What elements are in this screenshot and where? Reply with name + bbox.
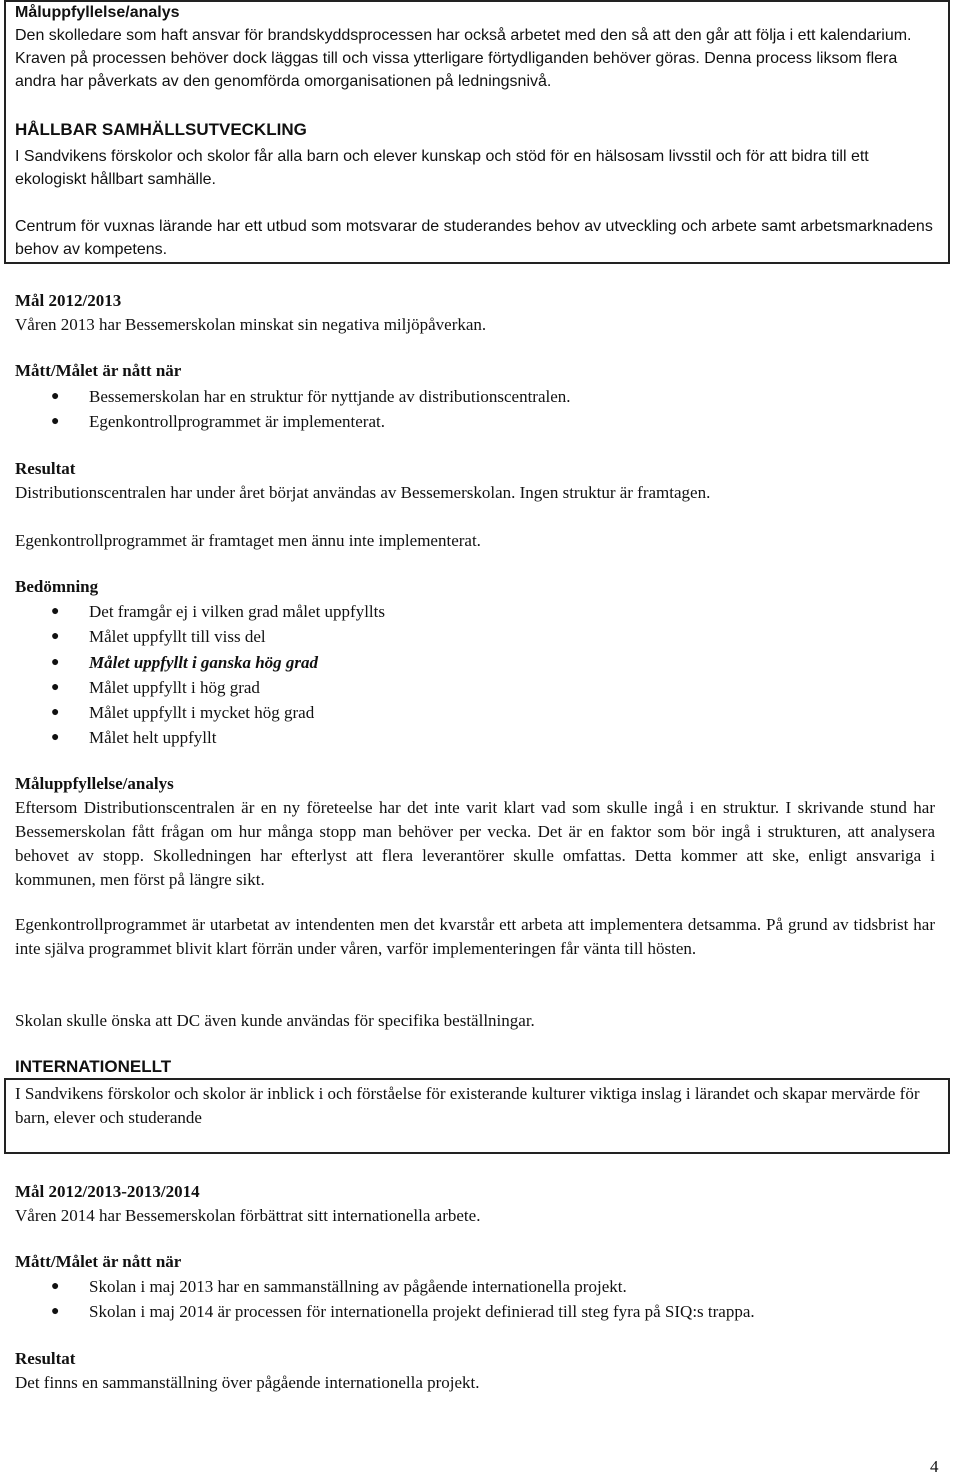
list-item: ● Målet helt uppfyllt (15, 725, 935, 750)
list-item: ● Skolan i maj 2014 är processen för internationella projekt definierad till steg fyra på SIQ:s trappa. (15, 1299, 935, 1324)
criteria-heading-2: Mått/Målet är nått när (15, 1252, 182, 1271)
result-paragraph-1: Distributionscentralen har under året börjat användas av Bessemerskolan. Ingen struktur är framtagen. (15, 483, 711, 502)
list-item: ● Egenkontrollprogrammet är implementerat. (15, 409, 935, 434)
criteria-list (15, 384, 935, 435)
bullet-icon: ● (51, 679, 60, 695)
bullet-icon: ● (51, 629, 60, 645)
goal-heading: Mål 2012/2013 (15, 291, 122, 310)
list-item: ● Målet uppfyllt i mycket hög grad (15, 700, 935, 725)
result-heading: Resultat (15, 459, 76, 478)
list-item: ● Målet uppfyllt i hög grad (15, 675, 935, 700)
sustainability-paragraph-2: Centrum för vuxnas lärande har ett utbud som motsvarar de studerandes behov av utveckling och arbete samt arbetsmarknadens behov av kompetens. (15, 218, 933, 258)
bullet-icon: ● (51, 730, 60, 746)
result-paragraph-3: Det finns en sammanställning över pågående internationella projekt. (15, 1373, 480, 1392)
analysis-paragraph-2c: Skolan skulle önska att DC även kunde användas för specifika beställningar. (15, 1011, 535, 1030)
analysis-paragraph-2b: Egenkontrollprogrammet är utarbetat av intendenten men det kvarstår ett arbeta att implementera detsamma. På grund av tidsbrist har inte själva programmet blivit klart förrän under våren, varför implementeringen får vänta till hösten. (15, 915, 935, 958)
result-paragraph-2: Egenkontrollprogrammet är framtaget men ännu inte implementerat. (15, 531, 481, 550)
sustainability-heading: HÅLLBAR SAMHÄLLSUTVECKLING (15, 120, 307, 139)
international-heading: INTERNATIONELLT (15, 1057, 172, 1076)
bullet-icon: ● (51, 604, 60, 619)
list-item (15, 650, 935, 675)
bullet-icon: ● (51, 389, 60, 404)
list-item: ● Det framgår ej i vilken grad målet uppfyllts (15, 599, 935, 624)
bullet-icon: ● (51, 1279, 60, 1294)
list-item: ● Bessemerskolan har en struktur för nyttjande av distributionscentralen. (15, 384, 935, 409)
goal-heading-2: Mål 2012/2013-2013/2014 (15, 1182, 200, 1201)
analysis-heading-2: Måluppfyllelse/analys (15, 774, 174, 793)
bullet-icon: ● (51, 1304, 60, 1320)
bullet-icon: ● (51, 654, 60, 670)
analysis-heading: Måluppfyllelse/analys (15, 4, 180, 21)
assessment-list (15, 599, 935, 751)
analysis-paragraph: Den skolledare som haft ansvar för brandskyddsprocessen har också arbetet med den så att den går att följa i ett kalendarium. Kraven på processen behöver dock läggas till och vissa ytterligare förtydliganden behöver göras. Denna process liksom flera andra har påverkats av den genomförda omorganisationen på ledningsnivå. (15, 27, 912, 90)
bullet-icon: ● (51, 705, 60, 721)
result-heading-2: Resultat (15, 1349, 76, 1368)
goal-text: Våren 2013 har Bessemerskolan minskat sin negativa miljöpåverkan. (15, 315, 487, 334)
page-number: 4 (930, 1457, 939, 1476)
sustainability-paragraph-1: I Sandvikens förskolor och skolor får alla barn och elever kunskap och stöd för en hälsosam livsstil och för att bidra till ett ekologiskt hållbart samhälle. (15, 148, 869, 188)
criteria-heading: Mått/Målet är nått när (15, 361, 182, 380)
assessment-heading: Bedömning (15, 577, 99, 596)
goal-text-2: Våren 2014 har Bessemerskolan förbättrat sitt internationella arbete. (15, 1206, 481, 1225)
bullet-icon: ● (51, 414, 60, 430)
list-item: ● Målet uppfyllt till viss del (15, 624, 935, 649)
international-paragraph: I Sandvikens förskolor och skolor är inblick i och förståelse för existerande kulturer viktiga inslag i lärandet och skapar mervärde för barn, elever och studerande (15, 1084, 920, 1127)
selected-assessment: Målet uppfyllt i ganska hög grad (89, 652, 319, 672)
list-item: ● Skolan i maj 2013 har en sammanställning av pågående internationella projekt. (15, 1274, 935, 1299)
criteria-list-2 (15, 1274, 935, 1325)
analysis-paragraph-2a: Eftersom Distributionscentralen är en ny företeelse har det inte varit klart vad som skulle ingå i en struktur. I skrivande stund har Bessemerskolan fått frågan om hur många stopp man behöver per vecka. Det är en faktor som bör ingå i strukturen, att analysera behovet av stopp. Skolledningen har efterlyst att flera leverantörer skulle omfattas. Detta kommer att ske, enligt ansvariga i kommunen, men först på längre sikt. (15, 798, 935, 889)
